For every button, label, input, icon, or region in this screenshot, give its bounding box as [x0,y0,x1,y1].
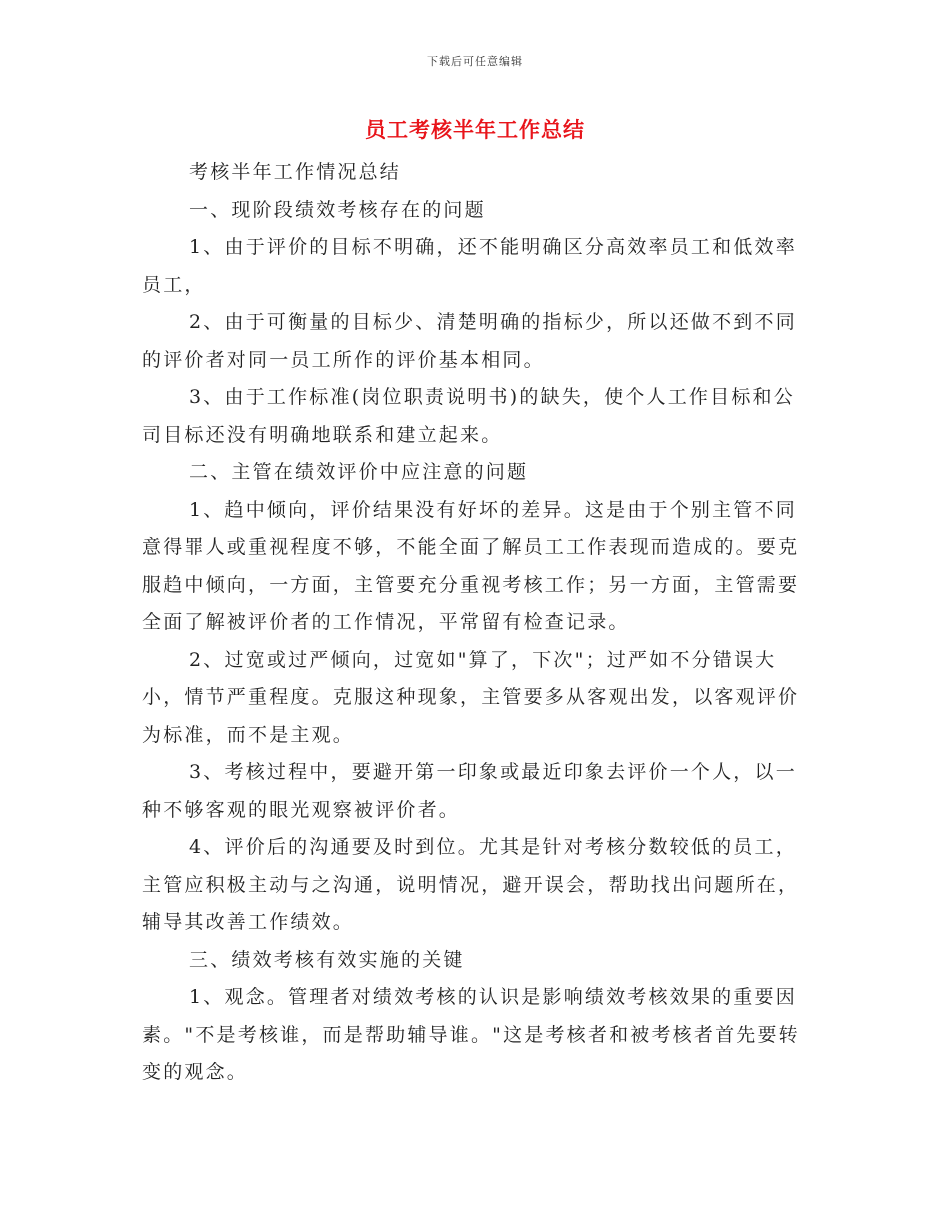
paragraph: 1、由于评价的目标不明确，还不能明确区分高效率员工和低效率员工， [142,236,797,296]
paragraph: 1、观念。管理者对绩效考核的认识是影响绩效考核效果的重要因素。"不是考核谁，而是帮助辅导谁。"这是考核者和被考核者首先要转变的观念。 [142,986,800,1083]
paragraph: 3、由于工作标准(岗位职责说明书)的缺失，使个人工作目标和公司目标还没有明确地联系和建立起来。 [142,386,795,446]
section-heading-3: 三、绩效考核有效实施的关键 [189,948,465,971]
paragraph-subtitle: 考核半年工作情况总结 [189,161,402,183]
document-body [142,154,812,1092]
document-title: 员工考核半年工作总结 [365,118,585,142]
paragraph: 3、考核过程中，要避开第一印象或最近印象去评价一个人，以一种不够客观的眼光观察被评价者。 [142,761,797,821]
paragraph: 4、评价后的沟通要及时到位。尤其是针对考核分数较低的员工，主管应积极主动与之沟通，说明情况，避开误会，帮助找出问题所在，辅导其改善工作绩效。 [142,836,800,933]
header-note: 下载后可任意编辑 [427,55,523,68]
paragraph: 1、趋中倾向，评价结果没有好坏的差异。这是由于个别主管不同意得罪人或重视程度不够，不能全面了解员工工作表现而造成的。要克服趋中倾向，一方面，主管要充分重视考核工作；另一方面，主管需要全面了解被评价者的工作情况，平常留有检查记录。 [142,498,800,633]
section-heading-2: 二、主管在绩效评价中应注意的问题 [189,461,529,483]
paragraph: 2、由于可衡量的目标少、清楚明确的指标少，所以还做不到不同的评价者对同一员工所作的评价基本相同。 [142,311,797,371]
section-heading-1: 一、现阶段绩效考核存在的问题 [189,198,486,221]
paragraph: 2、过宽或过严倾向，过宽如"算了，下次"；过严如不分错误大小，情节严重程度。克服这种现象，主管要多从客观出发，以客观评价为标准，而不是主观。 [142,648,800,746]
